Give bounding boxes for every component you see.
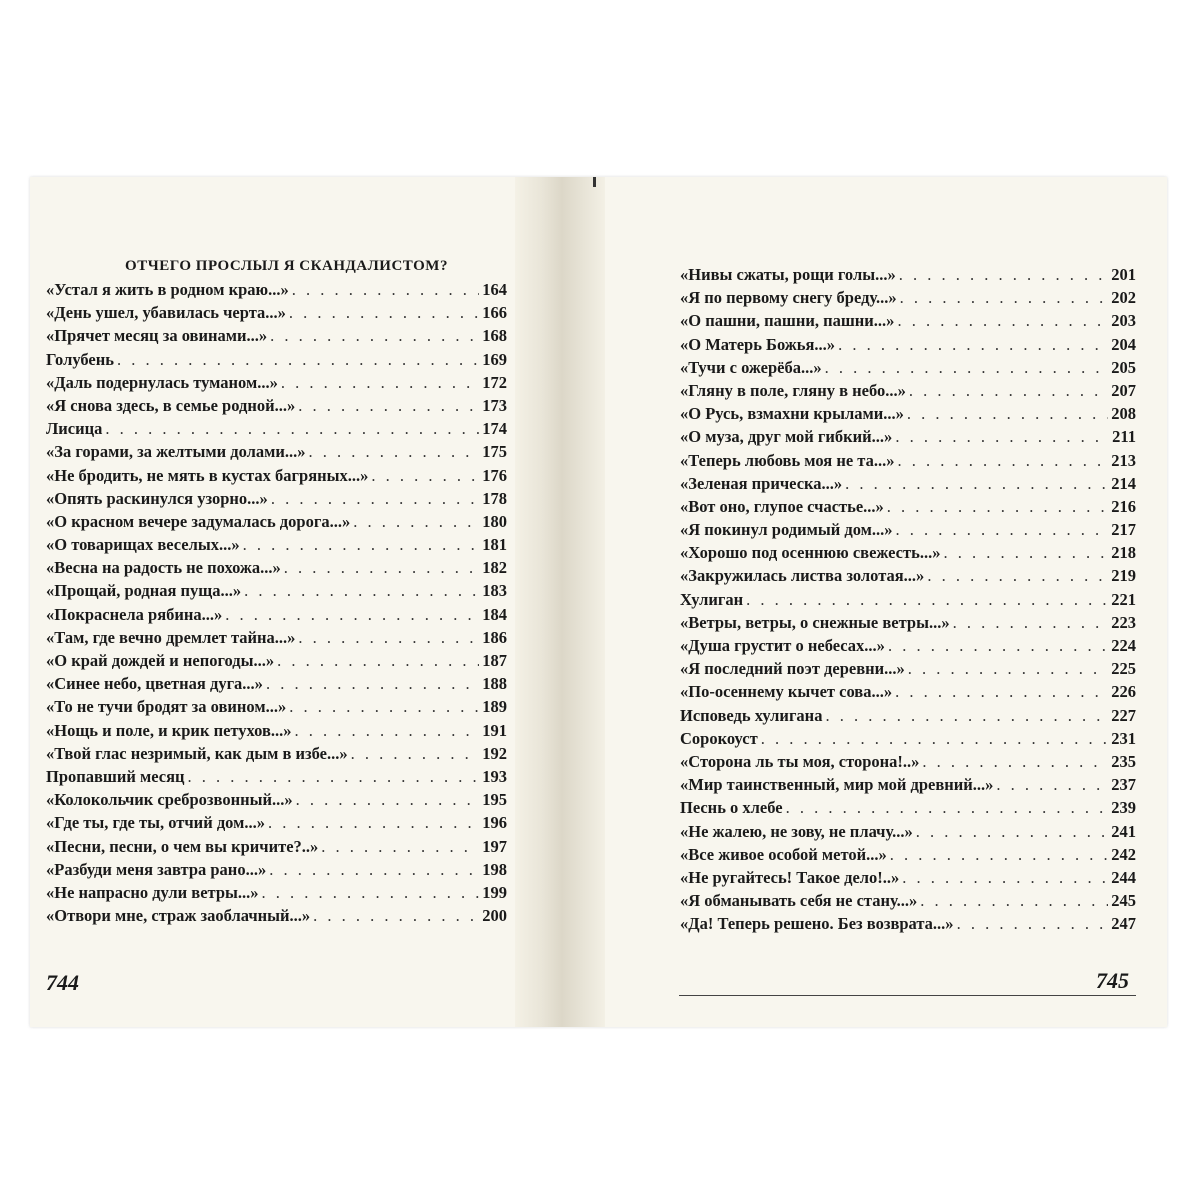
toc-entry-page: 237 — [1111, 775, 1136, 795]
toc-entry-title: «О Русь, взмахни крылами...» — [680, 404, 904, 424]
toc-entry — [680, 914, 1136, 937]
toc-entry-title: «Весна на радость не похожа...» — [46, 558, 281, 578]
toc-entry-page: 175 — [482, 442, 507, 462]
toc-entry-page: 216 — [1111, 496, 1136, 516]
toc-entry-page: 183 — [482, 581, 507, 601]
toc-entry — [680, 265, 1136, 288]
toc-entry-title: «Зеленая прическа...» — [680, 473, 843, 493]
dot-leader — [105, 419, 479, 439]
dot-leader — [920, 891, 1108, 911]
toc-entry-title: «Не напрасно дули ветры...» — [46, 882, 259, 902]
dot-leader — [900, 288, 1109, 308]
dot-leader — [188, 767, 480, 787]
toc-entry-title: «О красном вечере задумалась дорога...» — [46, 511, 351, 531]
toc-entry-page: 182 — [482, 558, 507, 578]
toc-entry-page: 211 — [1112, 427, 1136, 447]
toc-entry-title: Хулиган — [680, 589, 744, 609]
dot-leader — [351, 744, 480, 764]
toc-entry-title: Голубень — [46, 349, 114, 369]
toc-entry-title: «Я последний поэт деревни...» — [680, 659, 905, 679]
dot-leader — [295, 721, 480, 741]
toc-entry — [680, 613, 1136, 636]
toc-entry-title: «Покраснела рябина...» — [46, 604, 223, 624]
toc-entry-title: «Все живое особой метой...» — [680, 844, 887, 864]
toc-entry-page: 226 — [1111, 682, 1136, 702]
dot-leader — [313, 906, 479, 926]
toc-entry — [680, 335, 1136, 358]
toc-entry-page: 166 — [482, 303, 507, 323]
toc-entry-page: 187 — [482, 651, 507, 670]
toc-entry — [680, 891, 1136, 914]
toc-entry — [46, 790, 507, 813]
toc-entry-title: Сорокоуст — [680, 728, 758, 748]
toc-entry-title: Исповедь хулигана — [680, 705, 823, 725]
toc-entry-title: «Не жалею, не зову, не плачу...» — [680, 821, 913, 841]
dot-leader — [895, 682, 1108, 702]
toc-entry-page: 188 — [482, 674, 507, 694]
dot-leader — [888, 636, 1108, 656]
toc-entry-title: «Я покинул родимый дом...» — [680, 520, 893, 540]
toc-entry-title: «По-осеннему кычет сова...» — [680, 682, 893, 702]
toc-entry — [46, 373, 507, 396]
toc-entry-page: 203 — [1111, 311, 1136, 331]
toc-entry-page: 184 — [482, 604, 507, 624]
toc-entry-title: «За горами, за желтыми долами...» — [46, 442, 306, 462]
toc-entry-page: 227 — [1111, 705, 1136, 725]
dot-leader — [887, 497, 1108, 517]
toc-entry-page: 191 — [482, 720, 507, 740]
toc-entry — [46, 442, 507, 465]
toc-entry — [680, 404, 1136, 427]
toc-entry-title: «Нивы сжаты, рощи голы...» — [680, 265, 896, 284]
toc-entry-page: 164 — [482, 280, 507, 299]
toc-entry — [680, 636, 1136, 659]
dot-leader — [353, 512, 479, 532]
dot-leader — [269, 860, 479, 880]
toc-entry-title: «Песни, песни, о чем вы кричите?..» — [46, 836, 319, 856]
toc-entry — [46, 280, 507, 303]
toc-entry — [680, 706, 1136, 729]
toc-entry — [680, 520, 1136, 543]
toc-entry-page: 195 — [482, 790, 507, 810]
dot-leader — [292, 280, 479, 300]
toc-entry-page: 180 — [482, 511, 507, 531]
toc-entry — [46, 744, 507, 767]
toc-entry-title: «Я по первому снегу бреду...» — [680, 288, 897, 308]
book-gutter — [515, 177, 605, 1027]
toc-entry-title: «Где ты, где ты, отчий дом...» — [46, 813, 265, 833]
dot-leader — [916, 822, 1109, 842]
toc-list-right — [680, 265, 1136, 937]
toc-entry-title: «Закружилась листва золотая...» — [680, 566, 925, 586]
toc-entry — [46, 837, 507, 860]
dot-leader — [746, 590, 1108, 610]
toc-entry-title: «Не бродить, не мять в кустах багряных...» — [46, 465, 369, 485]
dot-leader — [277, 651, 479, 671]
toc-entry-page: 235 — [1111, 751, 1136, 771]
toc-entry-title: «Тучи с ожерёба...» — [680, 357, 822, 377]
toc-entry — [46, 813, 507, 836]
toc-entry-page: 241 — [1111, 821, 1136, 841]
toc-entry — [680, 729, 1136, 752]
toc-entry-page: 173 — [482, 395, 507, 415]
toc-entry-page: 181 — [482, 535, 507, 555]
dot-leader — [271, 489, 479, 509]
toc-entry-page: 168 — [482, 326, 507, 346]
dot-leader — [289, 697, 479, 717]
dot-leader — [825, 706, 1108, 726]
toc-entry-title: «Теперь любовь моя не та...» — [680, 450, 895, 470]
dot-leader — [957, 914, 1109, 934]
toc-entry — [46, 512, 507, 535]
dot-leader — [896, 520, 1109, 540]
toc-entry-page: 207 — [1111, 380, 1136, 400]
dot-leader — [225, 605, 479, 625]
toc-entry-title: «Вот оно, глупое счастье...» — [680, 496, 884, 516]
toc-entry-title: «Да! Теперь решено. Без возврата...» — [680, 914, 954, 934]
toc-entry — [46, 721, 507, 744]
toc-entry-title: «Синее небо, цветная дуга...» — [46, 674, 263, 694]
dot-leader — [922, 752, 1108, 772]
toc-entry-title: «Там, где вечно дремлет тайна...» — [46, 627, 296, 647]
footer-rule — [679, 995, 1136, 996]
toc-entry — [46, 605, 507, 628]
toc-list-left — [46, 280, 507, 929]
toc-entry — [46, 419, 507, 442]
toc-entry-page: 198 — [482, 859, 507, 879]
dot-leader — [895, 427, 1109, 447]
dot-leader — [825, 358, 1109, 378]
dot-leader — [298, 628, 479, 648]
toc-entry-title: «То не тучи бродят за овином...» — [46, 697, 287, 717]
toc-entry-title: «О товарищах веселых...» — [46, 535, 240, 555]
dot-leader — [899, 265, 1109, 285]
dot-leader — [117, 350, 479, 370]
spine-mark — [593, 177, 596, 187]
toc-entry — [680, 682, 1136, 705]
toc-entry-title: «Не ругайтесь! Такое дело!..» — [680, 867, 900, 887]
toc-entry — [46, 350, 507, 373]
toc-entry — [46, 906, 507, 929]
dot-leader — [281, 373, 479, 393]
dot-leader — [845, 474, 1108, 494]
toc-entry-page: 176 — [482, 465, 507, 485]
toc-entry-page: 192 — [482, 743, 507, 763]
toc-entry-page: 244 — [1111, 867, 1136, 887]
toc-entry-title: Песнь о хлебе — [680, 798, 783, 818]
toc-entry-title: «Даль подернулась туманом...» — [46, 372, 278, 392]
dot-leader — [907, 404, 1108, 424]
toc-entry — [46, 581, 507, 604]
toc-entry — [680, 543, 1136, 566]
toc-entry-title: «Опять раскинулся узорно...» — [46, 488, 268, 508]
toc-entry — [46, 883, 507, 906]
toc-entry — [46, 489, 507, 512]
dot-leader — [296, 790, 480, 810]
toc-entry — [680, 798, 1136, 821]
dot-leader — [897, 451, 1108, 471]
toc-entry — [46, 535, 507, 558]
toc-entry — [46, 767, 507, 790]
dot-leader — [244, 581, 479, 601]
toc-entry-page: 200 — [482, 906, 507, 926]
toc-entry-page: 231 — [1111, 728, 1136, 748]
toc-entry — [46, 326, 507, 349]
left-page — [46, 252, 507, 929]
toc-entry — [680, 427, 1136, 450]
toc-entry — [680, 868, 1136, 891]
toc-entry-page: 218 — [1111, 543, 1136, 563]
section-heading: ОТЧЕГО ПРОСЛЫЛ Я СКАНДАЛИСТОМ? — [125, 258, 448, 274]
toc-entry-page: 201 — [1111, 265, 1136, 284]
toc-entry-page: 189 — [482, 697, 507, 717]
dot-leader — [786, 798, 1109, 818]
toc-entry-page: 178 — [482, 488, 507, 508]
toc-entry-title: Пропавший месяц — [46, 766, 185, 786]
toc-entry-title: «Хорошо под осеннюю свежесть...» — [680, 543, 941, 563]
toc-entry — [680, 358, 1136, 381]
dot-leader — [943, 543, 1108, 563]
toc-entry-page: 225 — [1111, 659, 1136, 679]
toc-entry-page: 193 — [482, 766, 507, 786]
toc-entry — [680, 451, 1136, 474]
toc-entry-page: 213 — [1111, 450, 1136, 470]
toc-entry-title: «Прячет месяц за овинами...» — [46, 326, 268, 346]
dot-leader — [309, 442, 480, 462]
toc-entry — [680, 752, 1136, 775]
dot-leader — [838, 335, 1108, 355]
toc-entry-page: 219 — [1111, 566, 1136, 586]
toc-entry-page: 224 — [1111, 636, 1136, 655]
toc-entry — [680, 845, 1136, 868]
toc-entry-title: «О муза, друг мой гибкий...» — [680, 427, 893, 447]
toc-entry-page: 197 — [482, 836, 507, 856]
toc-entry-title: «Мир таинственный, мир мой древний...» — [680, 775, 994, 795]
toc-entry-title: «Ветры, ветры, о снежные ветры...» — [680, 612, 950, 632]
toc-entry — [680, 474, 1136, 497]
toc-entry-page: 247 — [1111, 914, 1136, 934]
toc-entry-page: 245 — [1111, 891, 1136, 911]
toc-entry — [680, 566, 1136, 589]
toc-entry-title: «Душа грустит о небесах...» — [680, 636, 885, 655]
toc-entry-title: «Отвори мне, страж заоблачный...» — [46, 906, 311, 926]
toc-entry — [46, 697, 507, 720]
dot-leader — [371, 466, 479, 486]
dot-leader — [996, 775, 1108, 795]
toc-entry — [46, 396, 507, 419]
dot-leader — [270, 326, 479, 346]
toc-entry — [46, 466, 507, 489]
dot-leader — [284, 558, 479, 578]
toc-entry — [680, 822, 1136, 845]
toc-entry-title: «Я снова здесь, в семье родной...» — [46, 395, 296, 415]
toc-entry-title: Лисица — [46, 419, 103, 439]
dot-leader — [321, 837, 479, 857]
toc-entry-page: 204 — [1111, 334, 1136, 354]
toc-entry-title: «О Матерь Божья...» — [680, 334, 836, 354]
toc-entry-title: «Устал я жить в родном краю...» — [46, 280, 289, 299]
toc-entry-title: «Разбуди меня завтра рано...» — [46, 859, 267, 879]
toc-entry-page: 205 — [1111, 357, 1136, 377]
dot-leader — [761, 729, 1109, 749]
right-page — [680, 265, 1136, 937]
toc-entry — [680, 659, 1136, 682]
dot-leader — [289, 303, 479, 323]
toc-entry-page: 208 — [1111, 404, 1136, 424]
toc-entry-title: «Гляну в поле, гляну в небо...» — [680, 380, 906, 400]
toc-entry-page: 196 — [482, 813, 507, 833]
toc-entry-page: 199 — [482, 882, 507, 902]
toc-entry — [46, 628, 507, 651]
toc-entry-page: 172 — [482, 372, 507, 392]
toc-entry-title: «Прощай, родная пуща...» — [46, 581, 242, 601]
dot-leader — [262, 883, 480, 903]
dot-leader — [266, 674, 479, 694]
toc-entry-page: 217 — [1111, 520, 1136, 540]
toc-entry — [680, 497, 1136, 520]
toc-entry-title: «Твой глас незримый, как дым в избе...» — [46, 743, 348, 763]
toc-entry-title: «О край дождей и непогоды...» — [46, 651, 275, 670]
dot-leader — [953, 613, 1109, 633]
toc-entry-page: 223 — [1111, 612, 1136, 632]
toc-entry-title: «Сторона ль ты моя, сторона!..» — [680, 751, 920, 771]
toc-entry-title: «Я обманывать себя не стану...» — [680, 891, 918, 911]
toc-entry-page: 242 — [1111, 844, 1136, 864]
dot-leader — [909, 381, 1108, 401]
page-number-right: 745 — [1096, 968, 1129, 993]
toc-entry — [680, 288, 1136, 311]
toc-entry-page: 169 — [482, 349, 507, 369]
dot-leader — [890, 845, 1108, 865]
toc-entry — [46, 674, 507, 697]
toc-entry-page: 202 — [1111, 288, 1136, 308]
page-number-left: 744 — [46, 970, 79, 995]
toc-entry-page: 221 — [1111, 589, 1136, 609]
toc-entry — [680, 381, 1136, 404]
dot-leader — [908, 659, 1108, 679]
dot-leader — [268, 813, 479, 833]
toc-entry — [680, 311, 1136, 334]
dot-leader — [243, 535, 480, 555]
dot-leader — [927, 566, 1108, 586]
dot-leader — [897, 311, 1108, 331]
toc-entry-title: «Колокольчик среброзвонный...» — [46, 790, 293, 810]
toc-entry — [680, 590, 1136, 613]
toc-entry-page: 186 — [482, 627, 507, 647]
toc-entry — [46, 860, 507, 883]
toc-entry-title: «О пашни, пашни, пашни...» — [680, 311, 895, 331]
toc-entry-page: 174 — [482, 419, 507, 439]
toc-entry — [680, 775, 1136, 798]
toc-entry — [46, 651, 507, 674]
toc-entry — [46, 558, 507, 581]
toc-entry-title: «Нощь и поле, и крик петухов...» — [46, 720, 292, 740]
toc-entry — [46, 303, 507, 326]
dot-leader — [902, 868, 1108, 888]
toc-entry-page: 214 — [1111, 473, 1136, 493]
toc-entry-page: 239 — [1111, 798, 1136, 818]
dot-leader — [298, 396, 479, 416]
toc-entry-title: «День ушел, убавилась черта...» — [46, 303, 286, 323]
